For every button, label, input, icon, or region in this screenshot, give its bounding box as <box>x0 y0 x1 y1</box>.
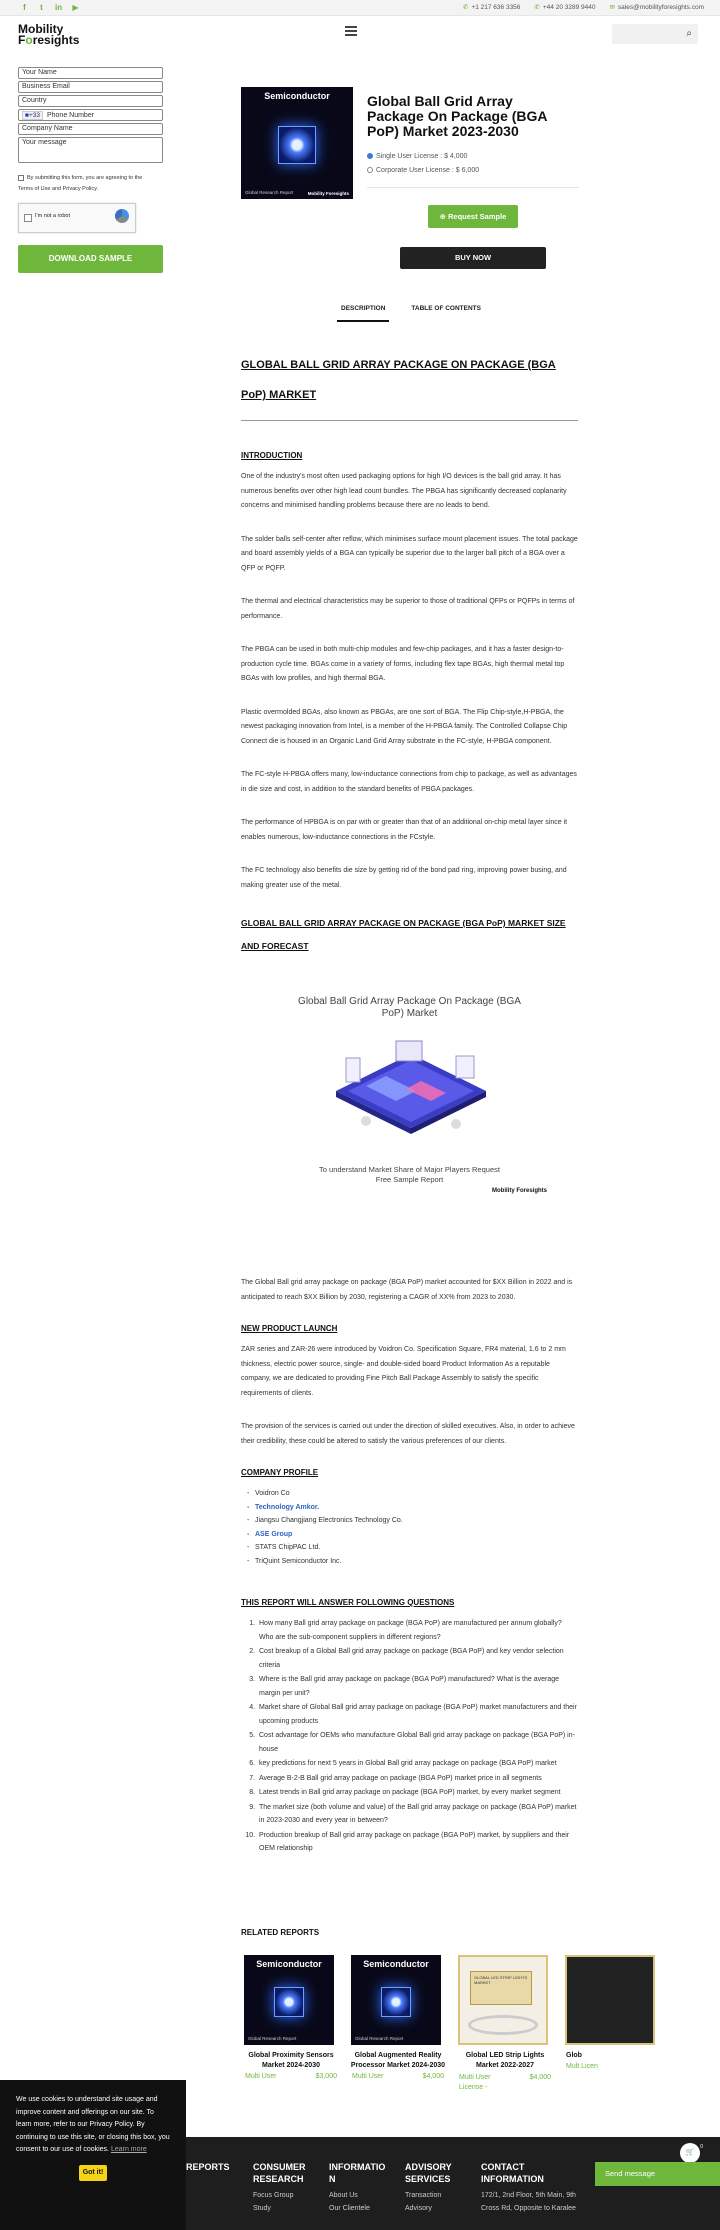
thumb-subtitle: Global Research Report <box>248 2036 297 2041</box>
send-message-button[interactable]: Send message <box>595 2162 720 2186</box>
footer-col-reports <box>186 2161 230 2173</box>
phone-uk[interactable] <box>534 3 595 11</box>
footer-col-information <box>329 2161 387 2215</box>
footer-heading: CONSUMER RESEARCH <box>253 2162 306 2184</box>
related-thumbnail <box>565 1955 655 2045</box>
question-item: 2. Cost breakup of a Global Ball grid array package on package (BGA PoP) and key vendor selection criteria <box>257 1645 578 1672</box>
paragraph: The FC-style H-PBGA offers many, low-inductance connections from chip to package, as well as advantages in die size and cost, in addition to the standard benefits of PBGA packages. <box>241 771 577 793</box>
question-item: 7. Average B-2-B Ball grid array package on package (BGA PoP) market price in all segments <box>257 1772 578 1786</box>
recaptcha-label: I'm not a robot <box>35 213 70 219</box>
market-infographic[interactable] <box>241 996 578 1254</box>
related-license: Mult Licen <box>566 2063 598 2070</box>
phone-icon: ✆ <box>462 4 469 11</box>
terms-agreement <box>18 173 163 195</box>
thumb-title: GLOBAL LED STRIP LIGHTS MARKET <box>470 1971 532 2005</box>
question-item: 5. Cost advantage for OEMs who manufacture Global Ball grid array package on package (BGA PoP) in-house <box>257 1729 578 1756</box>
footer-col-advisory <box>405 2161 469 2215</box>
country-code: +33 <box>28 111 40 119</box>
question-item: 4. Market share of Global Ball grid array package on package (BGA PoP) market manufacturers and their upcoming products <box>257 1701 578 1728</box>
chip-image <box>278 126 316 164</box>
chip-image <box>274 1987 304 2017</box>
footer-address: Cross Rd, Opposite to Karalee <box>481 2205 576 2212</box>
license-single[interactable] <box>367 153 467 160</box>
paragraph: One of the industry's most often used packaging options for high I/O devices is the ball grid array. It has numerous benefits over other high lead count bundles. The PBGA has significantly decreased coplanarity concerns and minimised handling problems because there are no leads to bend. <box>241 473 567 509</box>
company-item: - STATS ChipPAC Ltd. <box>241 1541 578 1555</box>
question-item: 6. key predictions for next 5 years in Global Ball grid array package on package (BGA PoP) market <box>257 1757 578 1771</box>
related-carousel <box>241 1955 598 2105</box>
paragraph: The thermal and electrical characteristics may be superior to those of traditional QFPs or PQFPs in terms of performance. <box>241 598 575 620</box>
related-card-title: Global LED Strip Lights Market 2022-2027 <box>465 2052 545 2069</box>
paragraph: The PBGA can be used in both multi-chip modules and few-chip packages, and it has a faster design-to-production cycle time. BGAs come in a variety of forms, including flex tape BGAs, high thermal metal top BGAs with low profiles, and high thermal BGA. <box>241 646 565 682</box>
infographic-caption: To understand Market Share of Major Players Request Free Sample Report <box>319 1165 500 1184</box>
cover-subtitle: Global Research Report <box>245 190 294 195</box>
related-card[interactable] <box>241 1955 341 2080</box>
linkedin-icon[interactable]: in <box>54 3 63 12</box>
logo-letter-o: o <box>25 33 33 47</box>
youtube-icon[interactable]: ▶ <box>72 3 79 12</box>
led-strip-image <box>468 2015 538 2035</box>
logo-line-1: Mobility <box>18 22 64 36</box>
chip-image <box>381 1987 411 2017</box>
related-reports <box>241 1928 598 2105</box>
twitter-icon[interactable]: t <box>40 3 43 12</box>
footer-link[interactable]: About Us <box>329 2192 358 2199</box>
thumb-title: Semiconductor <box>256 1959 322 1969</box>
message-input[interactable]: Your message <box>18 137 163 163</box>
company-profile-heading: COMPANY PROFILE <box>241 1468 319 1477</box>
top-bar <box>0 0 720 16</box>
phone-us-text: +1 217 636 3356 <box>471 4 521 11</box>
license-corporate-label: Corporate User License : $ 6,000 <box>376 167 480 174</box>
terms-text: By submitting this form, you are agreeing to the <box>27 175 143 181</box>
radio-icon <box>367 167 373 173</box>
paragraph: The solder balls self-center after reflow, which minimises surface mount placement issues. The total package and board assembly yields of a BGA can typically be superior due to the larger ball pitch of a BGA over a QFP or PQFP. <box>241 535 578 572</box>
cookie-banner <box>0 2080 186 2230</box>
search-icon[interactable]: ⌕ <box>686 28 692 39</box>
phone-uk-text: +44 20 3289 9440 <box>542 4 596 11</box>
download-sample-button[interactable]: DOWNLOAD SAMPLE <box>18 245 163 273</box>
isometric-illustration <box>326 1036 496 1146</box>
footer-heading: REPORTS <box>186 2162 230 2172</box>
recaptcha <box>18 203 136 233</box>
phone-input[interactable] <box>18 109 163 121</box>
buy-now-button[interactable]: BUY NOW <box>400 247 546 269</box>
cart-count: 0 <box>700 2144 703 2150</box>
divider <box>367 187 579 188</box>
questions-heading: THIS REPORT WILL ANSWER FOLLOWING QUESTIONS <box>241 1598 455 1607</box>
paragraph: The provision of the services is carried out under the direction of skilled executives. Also, in order to achieve their credibility, these could be altered to satisfy the various preferences of our clients. <box>241 1423 575 1445</box>
site-header <box>0 16 720 54</box>
paragraph: The performance of HPBGA is on par with or greater than that of an additional on-chip metal layer since it enables numerous, low-inductance connections in the FCstyle. <box>241 819 568 841</box>
questions-list <box>241 1617 578 1856</box>
paragraph: The FC technology also benefits die size by getting rid of the bond pad ring, improving power busing, and making greater use of the metal. <box>241 867 567 889</box>
paragraph: Plastic overmolded BGAs, also known as PBGAs, are one sort of BGA. The Flip Chip-style,H-PBGA, the newest packaging innovation from Intel, is a member of the H-PBGA family. The Controlled Collapse Chip Connect die is housed in an Organic Land Grid Array substrate in the FC-style, H-PBGA component. <box>241 708 568 745</box>
thumb-subtitle: Global Research Report <box>355 2036 404 2041</box>
mail-icon: ✉ <box>609 4 615 11</box>
logo-line-2-rest: resights <box>32 33 80 47</box>
cart-icon[interactable]: 🛒 0 <box>680 2143 700 2163</box>
country-code-select[interactable] <box>22 111 43 120</box>
product-title: Global Ball Grid Array Package On Package (BGA PoP) Market 2023-2030 <box>367 93 548 139</box>
plus-icon: ⊕ <box>439 212 448 221</box>
name-input[interactable]: Your Name <box>18 67 163 79</box>
footer-link[interactable]: Advisory <box>405 2205 432 2212</box>
intro-heading: INTRODUCTION <box>241 451 303 460</box>
country-input[interactable]: Country <box>18 95 163 107</box>
new-product-launch-heading: NEW PRODUCT LAUNCH <box>241 1324 338 1333</box>
content-tabs <box>337 305 485 322</box>
footer-link[interactable]: Focus Group <box>253 2192 294 2199</box>
license-single-label: Single User License : $ 4,000 <box>376 153 468 160</box>
sample-request-form <box>18 67 163 273</box>
terms-link[interactable]: Terms of Use and Privacy Policy. <box>18 186 98 192</box>
cookie-accept-button[interactable]: Got it! <box>79 2165 107 2181</box>
footer-heading: ADVISORY SERVICES <box>405 2162 452 2184</box>
related-thumbnail <box>244 1955 334 2045</box>
company-input[interactable]: Company Name <box>18 123 163 135</box>
related-card-title: Glob <box>566 2052 582 2059</box>
cover-logo: Mobility Foresights <box>307 191 349 196</box>
question-item: 9. The market size (both volume and value) of the Ball grid array package on package (BGA PoP) market in 2023-2030 and every year in between? <box>257 1801 578 1828</box>
report-description <box>241 350 578 1916</box>
footer-link[interactable]: Our Clientele <box>329 2205 370 2212</box>
question-item: 8. Latest trends in Ball grid array package on package (BGA PoP) market, by every market segment <box>257 1786 578 1800</box>
question-item: 10. Production breakup of Ball grid array package on package (BGA PoP) market, by suppliers and their OEM relationship <box>257 1829 578 1856</box>
related-price: $3,000 <box>315 2073 337 2080</box>
footer-col-consumer <box>253 2161 317 2215</box>
site-logo[interactable] <box>18 24 79 46</box>
report-cover <box>241 87 353 199</box>
title-divider <box>241 420 578 421</box>
footer-link[interactable]: Transaction <box>405 2192 442 2199</box>
contact-info <box>463 3 704 11</box>
related-card-title: Global Proximity Sensors Market 2024-2030 <box>248 2052 334 2069</box>
request-sample-button[interactable] <box>428 205 518 228</box>
company-item: - Voidron Co <box>241 1487 578 1501</box>
company-item: - Jiangsu Changjiang Electronics Technology Co. <box>241 1514 578 1528</box>
market-size-heading: GLOBAL BALL GRID ARRAY PACKAGE ON PACKAGE (BGA PoP) MARKET SIZE AND FORECAST <box>241 918 566 951</box>
footer-heading: INFORMATION <box>329 2162 386 2184</box>
thumb-title: Semiconductor <box>363 1959 429 1969</box>
question-item: 3. Where is the Ball grid array package on package (BGA PoP) manufactured? What is the average margin per unit? <box>257 1673 578 1700</box>
related-card-title: Global Augmented Reality Processor Market 2024-2030 <box>350 2052 446 2069</box>
footer-heading: CONTACT INFORMATION <box>481 2162 544 2184</box>
related-license: Multi User <box>352 2073 384 2080</box>
paragraph: The Global Ball grid array package on package (BGA PoP) market accounted for $XX Billion in 2022 and is anticipated to reach $XX Billion by 2030, registering a CAGR of XX% from 2023 to 2030. <box>241 1279 573 1301</box>
tab-description[interactable]: DESCRIPTION <box>337 305 389 322</box>
phone-icon: ✆ <box>534 4 540 11</box>
paragraph: ZAR series and ZAR-26 were introduced by Voidron Co. Specification Square, FR4 material, 1.6 to 2 mm thickness, electric power source, single- and double-sided board Product Information As a reputable company, we are dedicated to providing Fine Pitch Ball Package Assembly to satisfy the specific requirements of clients. <box>241 1346 566 1397</box>
related-card[interactable] <box>562 1955 662 2070</box>
email-link[interactable] <box>609 3 704 11</box>
related-card[interactable] <box>348 1955 448 2080</box>
related-license: Multi User <box>245 2073 277 2080</box>
cover-title: Semiconductor <box>264 91 330 101</box>
related-thumbnail <box>351 1955 441 2045</box>
related-heading: RELATED REPORTS <box>241 1928 320 1937</box>
menu-icon[interactable] <box>345 26 357 36</box>
related-price: $4,000 <box>529 2074 551 2081</box>
related-license: Multi User License - <box>459 2074 491 2091</box>
company-link[interactable]: - Technology Amkor. <box>241 1501 578 1515</box>
company-list <box>241 1487 578 1568</box>
infographic-logo: Mobility Foresights <box>492 1188 548 1194</box>
search-box[interactable] <box>612 24 698 44</box>
company-item: - TriQuint Semiconductor Inc. <box>241 1555 578 1569</box>
cookie-text: We use cookies to understand site usage and improve content and offerings on our site. To learn more, refer to our Privacy Policy. By continuing to use this site, or closing this box, you consent to our use of cookies. <box>16 2096 170 2153</box>
learn-more-link[interactable]: Learn more <box>110 2146 147 2153</box>
recaptcha-icon <box>115 209 129 223</box>
related-thumbnail <box>458 1955 548 2045</box>
related-card[interactable] <box>455 1955 555 2093</box>
radio-selected-icon <box>367 153 373 159</box>
related-price: $4,000 <box>422 2073 444 2080</box>
phone-placeholder: Phone Number <box>46 111 95 119</box>
footer-col-contact <box>481 2161 591 2215</box>
infographic-title: Global Ball Grid Array Package On Package (BGA PoP) Market <box>298 996 521 1019</box>
license-corporate[interactable] <box>367 167 479 174</box>
phone-us[interactable] <box>463 3 520 11</box>
article-title: GLOBAL BALL GRID ARRAY PACKAGE ON PACKAGE (BGA PoP) MARKET <box>241 359 556 401</box>
facebook-icon[interactable]: f <box>23 3 26 12</box>
company-link[interactable]: - ASE Group <box>241 1528 578 1542</box>
recaptcha-checkbox[interactable] <box>24 214 32 222</box>
request-sample-label: Request Sample <box>448 212 507 221</box>
footer-link[interactable]: Study <box>253 2205 271 2212</box>
email-input[interactable]: Business Email <box>18 81 163 93</box>
email-text: sales@mobilityforesights.com <box>617 4 704 11</box>
logo-letter-f: F <box>18 33 26 47</box>
flag-icon: ■ <box>25 111 29 119</box>
question-item: 1. How many Ball grid array package on package (BGA PoP) are manufactured per annum globally? Who are the sub-component suppliers in different regions? <box>257 1617 578 1644</box>
terms-checkbox[interactable] <box>18 175 24 181</box>
social-links <box>20 3 80 12</box>
tab-table-of-contents[interactable]: TABLE OF CONTENTS <box>411 305 481 312</box>
footer-address: 172/1, 2nd Floor, 5th Main, 9th <box>481 2192 576 2199</box>
